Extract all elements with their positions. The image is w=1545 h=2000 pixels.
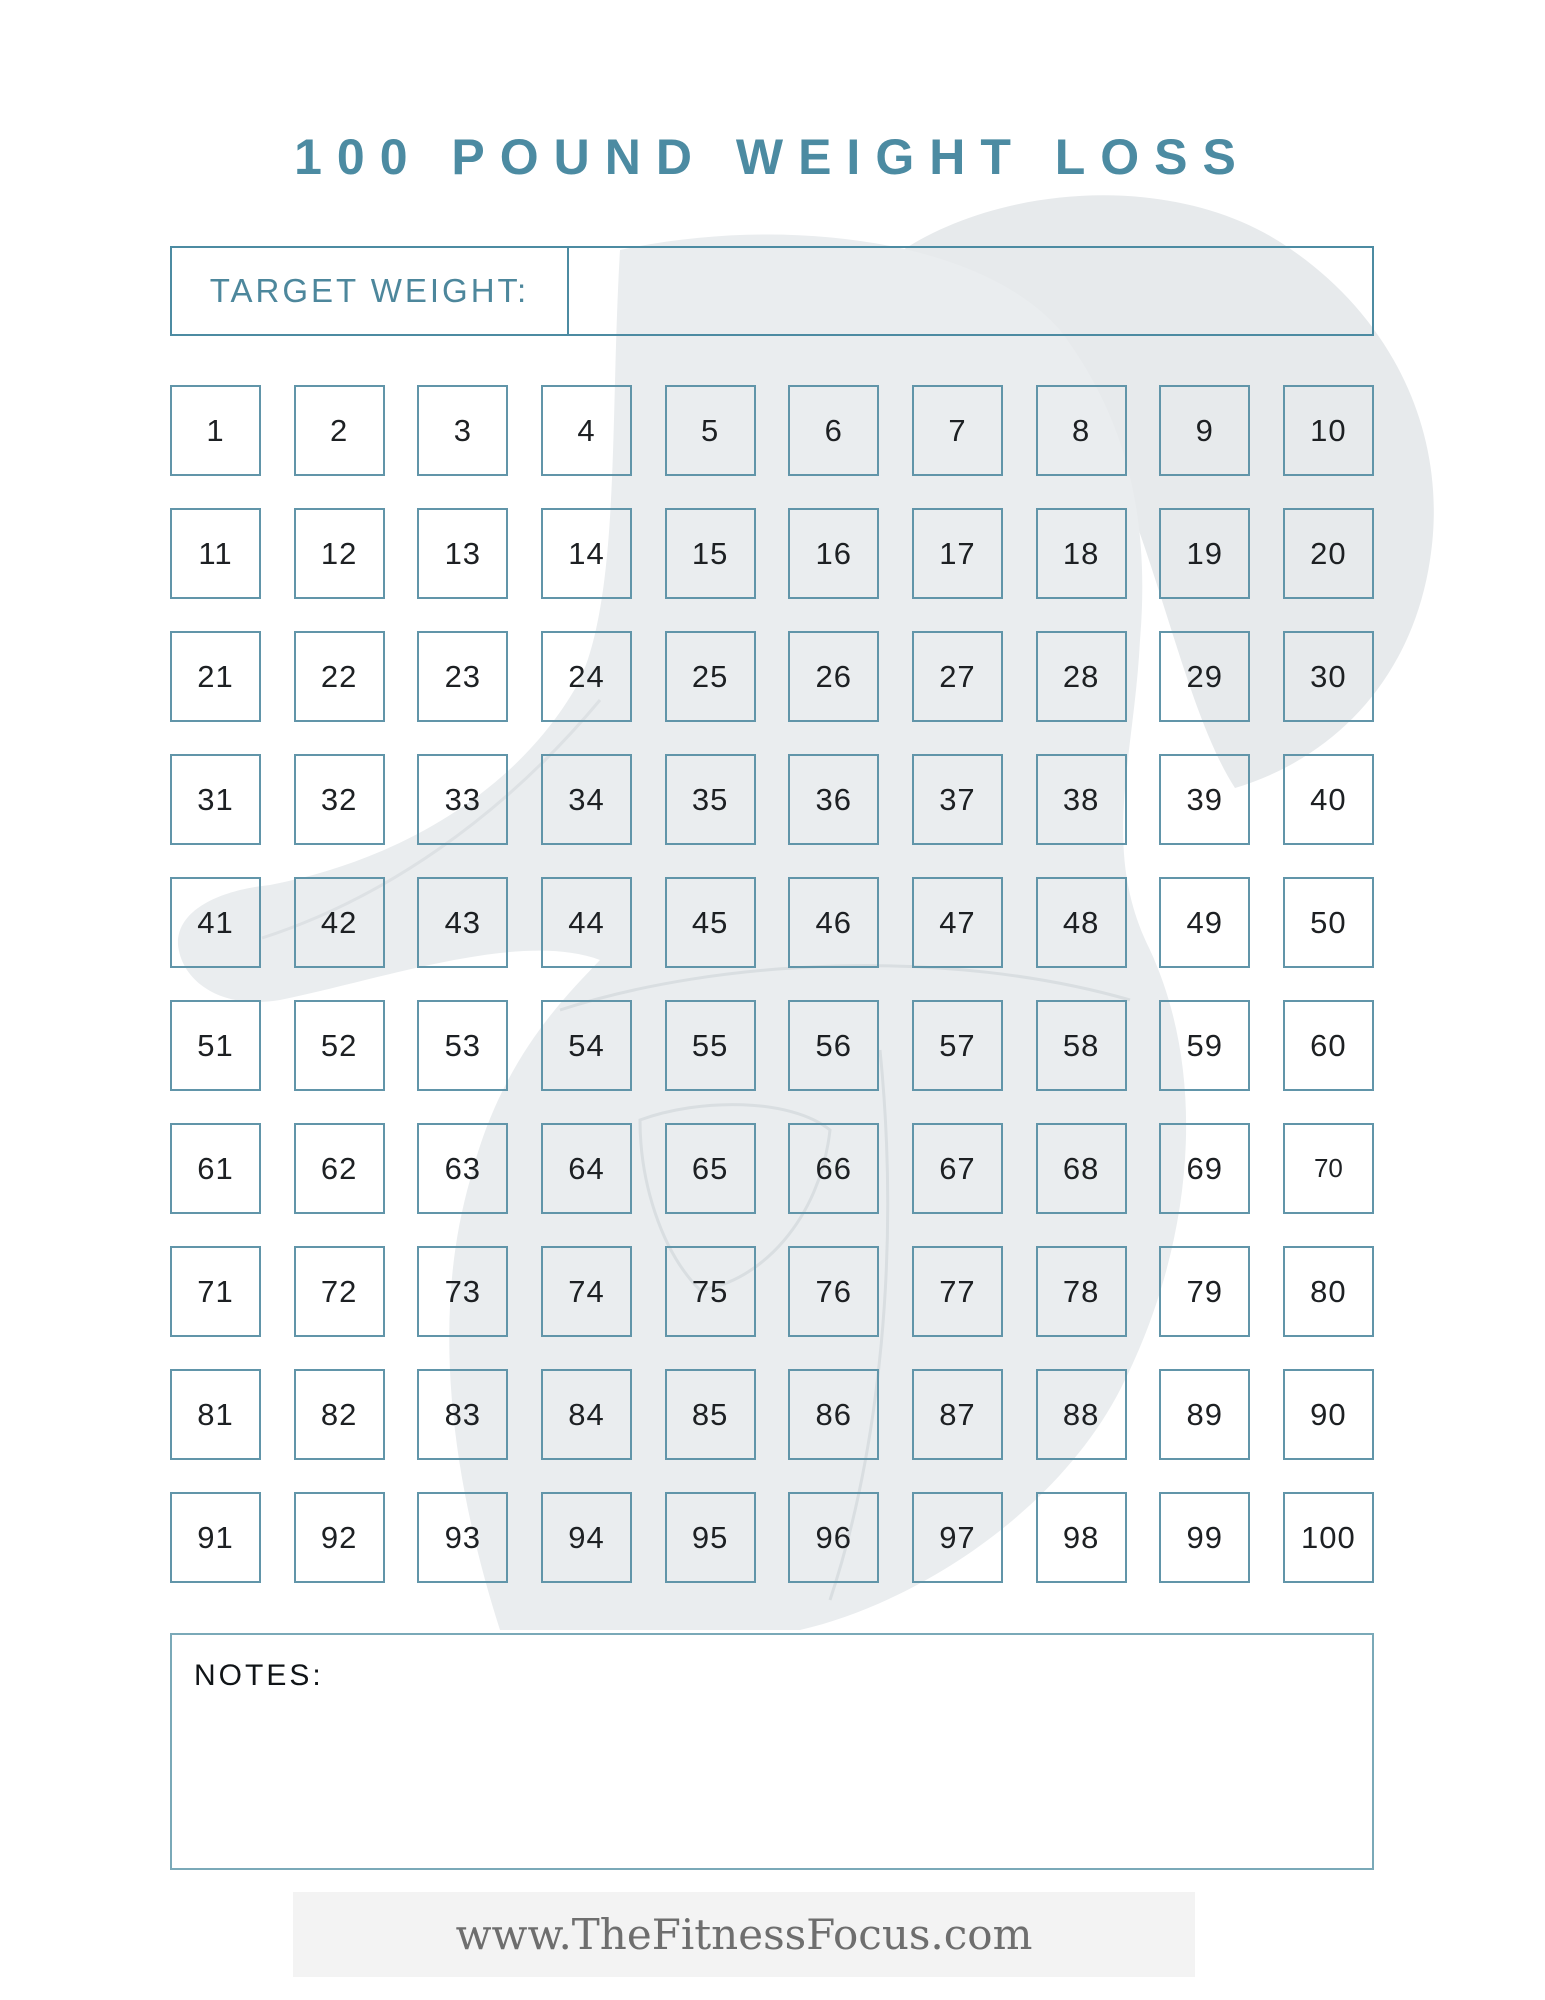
notes-label: NOTES: (194, 1659, 324, 1692)
pound-square[interactable]: 44 (541, 877, 632, 968)
pound-square[interactable]: 68 (1036, 1123, 1127, 1214)
pound-square[interactable]: 34 (541, 754, 632, 845)
pound-square[interactable]: 31 (170, 754, 261, 845)
pound-square[interactable]: 32 (294, 754, 385, 845)
pound-square[interactable]: 16 (788, 508, 879, 599)
pound-square[interactable]: 12 (294, 508, 385, 599)
pound-square[interactable]: 100 (1283, 1492, 1374, 1583)
pound-square[interactable]: 95 (665, 1492, 756, 1583)
pound-square[interactable]: 38 (1036, 754, 1127, 845)
pound-square[interactable]: 84 (541, 1369, 632, 1460)
pound-grid (170, 385, 1374, 1583)
pound-square[interactable]: 46 (788, 877, 879, 968)
pound-square[interactable]: 6 (788, 385, 879, 476)
target-weight-label: TARGET WEIGHT: (209, 272, 530, 309)
pound-square[interactable]: 97 (912, 1492, 1003, 1583)
pound-square[interactable]: 72 (294, 1246, 385, 1337)
pound-square[interactable]: 43 (417, 877, 508, 968)
pound-square[interactable]: 24 (541, 631, 632, 722)
pound-square[interactable]: 67 (912, 1123, 1003, 1214)
pound-square[interactable]: 39 (1159, 754, 1250, 845)
pound-square[interactable]: 20 (1283, 508, 1374, 599)
pound-square[interactable]: 65 (665, 1123, 756, 1214)
pound-square[interactable]: 52 (294, 1000, 385, 1091)
pound-square[interactable]: 91 (170, 1492, 261, 1583)
pound-square[interactable]: 99 (1159, 1492, 1250, 1583)
pound-square[interactable]: 57 (912, 1000, 1003, 1091)
pound-square[interactable]: 41 (170, 877, 261, 968)
pound-square[interactable]: 17 (912, 508, 1003, 599)
pound-square[interactable]: 45 (665, 877, 756, 968)
pound-square[interactable]: 25 (665, 631, 756, 722)
pound-square[interactable]: 83 (417, 1369, 508, 1460)
target-weight-box (170, 246, 1374, 336)
pound-square[interactable]: 27 (912, 631, 1003, 722)
pound-square[interactable]: 56 (788, 1000, 879, 1091)
pound-square[interactable]: 5 (665, 385, 756, 476)
pound-square[interactable]: 21 (170, 631, 261, 722)
pound-square[interactable]: 78 (1036, 1246, 1127, 1337)
pound-square[interactable]: 35 (665, 754, 756, 845)
pound-square[interactable]: 71 (170, 1246, 261, 1337)
pound-square[interactable]: 86 (788, 1369, 879, 1460)
pound-square[interactable]: 64 (541, 1123, 632, 1214)
pound-square[interactable]: 48 (1036, 877, 1127, 968)
pound-square[interactable]: 40 (1283, 754, 1374, 845)
pound-square[interactable]: 37 (912, 754, 1003, 845)
pound-square[interactable]: 1 (170, 385, 261, 476)
pound-square[interactable]: 55 (665, 1000, 756, 1091)
pound-square[interactable]: 75 (665, 1246, 756, 1337)
pound-square[interactable]: 77 (912, 1246, 1003, 1337)
pound-square[interactable]: 66 (788, 1123, 879, 1214)
pound-square[interactable]: 47 (912, 877, 1003, 968)
target-weight-label-cell (172, 248, 569, 334)
pound-square[interactable]: 70 (1283, 1123, 1374, 1214)
pound-square[interactable]: 58 (1036, 1000, 1127, 1091)
pound-square[interactable]: 26 (788, 631, 879, 722)
pound-square[interactable]: 87 (912, 1369, 1003, 1460)
pound-square[interactable]: 36 (788, 754, 879, 845)
pound-square[interactable]: 30 (1283, 631, 1374, 722)
pound-square[interactable]: 22 (294, 631, 385, 722)
pound-square[interactable]: 49 (1159, 877, 1250, 968)
pound-square[interactable]: 76 (788, 1246, 879, 1337)
pound-square[interactable]: 10 (1283, 385, 1374, 476)
pound-square[interactable]: 85 (665, 1369, 756, 1460)
footer-strip (293, 1892, 1195, 1977)
footer-website-text: www.TheFitnessFocus.com (455, 1910, 1033, 1959)
pound-square[interactable]: 13 (417, 508, 508, 599)
pound-square[interactable]: 15 (665, 508, 756, 599)
pound-square[interactable]: 96 (788, 1492, 879, 1583)
pound-square[interactable]: 53 (417, 1000, 508, 1091)
pound-square[interactable]: 28 (1036, 631, 1127, 722)
pound-square[interactable]: 74 (541, 1246, 632, 1337)
pound-square[interactable]: 8 (1036, 385, 1127, 476)
pound-square[interactable]: 93 (417, 1492, 508, 1583)
pound-square[interactable]: 23 (417, 631, 508, 722)
pound-square[interactable]: 80 (1283, 1246, 1374, 1337)
pound-square[interactable]: 73 (417, 1246, 508, 1337)
pound-square[interactable]: 18 (1036, 508, 1127, 599)
notes-box (170, 1633, 1374, 1870)
pound-square[interactable]: 29 (1159, 631, 1250, 722)
pound-square[interactable]: 3 (417, 385, 508, 476)
pound-square[interactable]: 50 (1283, 877, 1374, 968)
pound-square[interactable]: 94 (541, 1492, 632, 1583)
pound-square[interactable]: 4 (541, 385, 632, 476)
pound-square[interactable]: 98 (1036, 1492, 1127, 1583)
pound-square[interactable]: 62 (294, 1123, 385, 1214)
target-weight-input[interactable] (569, 248, 1372, 334)
pound-square[interactable]: 2 (294, 385, 385, 476)
pound-square[interactable]: 51 (170, 1000, 261, 1091)
pound-square[interactable]: 92 (294, 1492, 385, 1583)
pound-square[interactable]: 42 (294, 877, 385, 968)
pound-square[interactable]: 33 (417, 754, 508, 845)
pound-square[interactable]: 60 (1283, 1000, 1374, 1091)
pound-square[interactable]: 69 (1159, 1123, 1250, 1214)
pound-square[interactable]: 11 (170, 508, 261, 599)
page-title: 100 POUND WEIGHT LOSS (294, 129, 1251, 185)
notes-input[interactable] (172, 1705, 1372, 1868)
pound-square[interactable]: 81 (170, 1369, 261, 1460)
pound-square[interactable]: 90 (1283, 1369, 1374, 1460)
pound-square[interactable]: 82 (294, 1369, 385, 1460)
pound-square[interactable]: 61 (170, 1123, 261, 1214)
pound-square[interactable]: 19 (1159, 508, 1250, 599)
pound-square[interactable]: 7 (912, 385, 1003, 476)
pound-square[interactable]: 89 (1159, 1369, 1250, 1460)
pound-square[interactable]: 79 (1159, 1246, 1250, 1337)
pound-square[interactable]: 88 (1036, 1369, 1127, 1460)
pound-square[interactable]: 63 (417, 1123, 508, 1214)
pound-square[interactable]: 9 (1159, 385, 1250, 476)
pound-square[interactable]: 14 (541, 508, 632, 599)
pound-square[interactable]: 59 (1159, 1000, 1250, 1091)
pound-square[interactable]: 54 (541, 1000, 632, 1091)
